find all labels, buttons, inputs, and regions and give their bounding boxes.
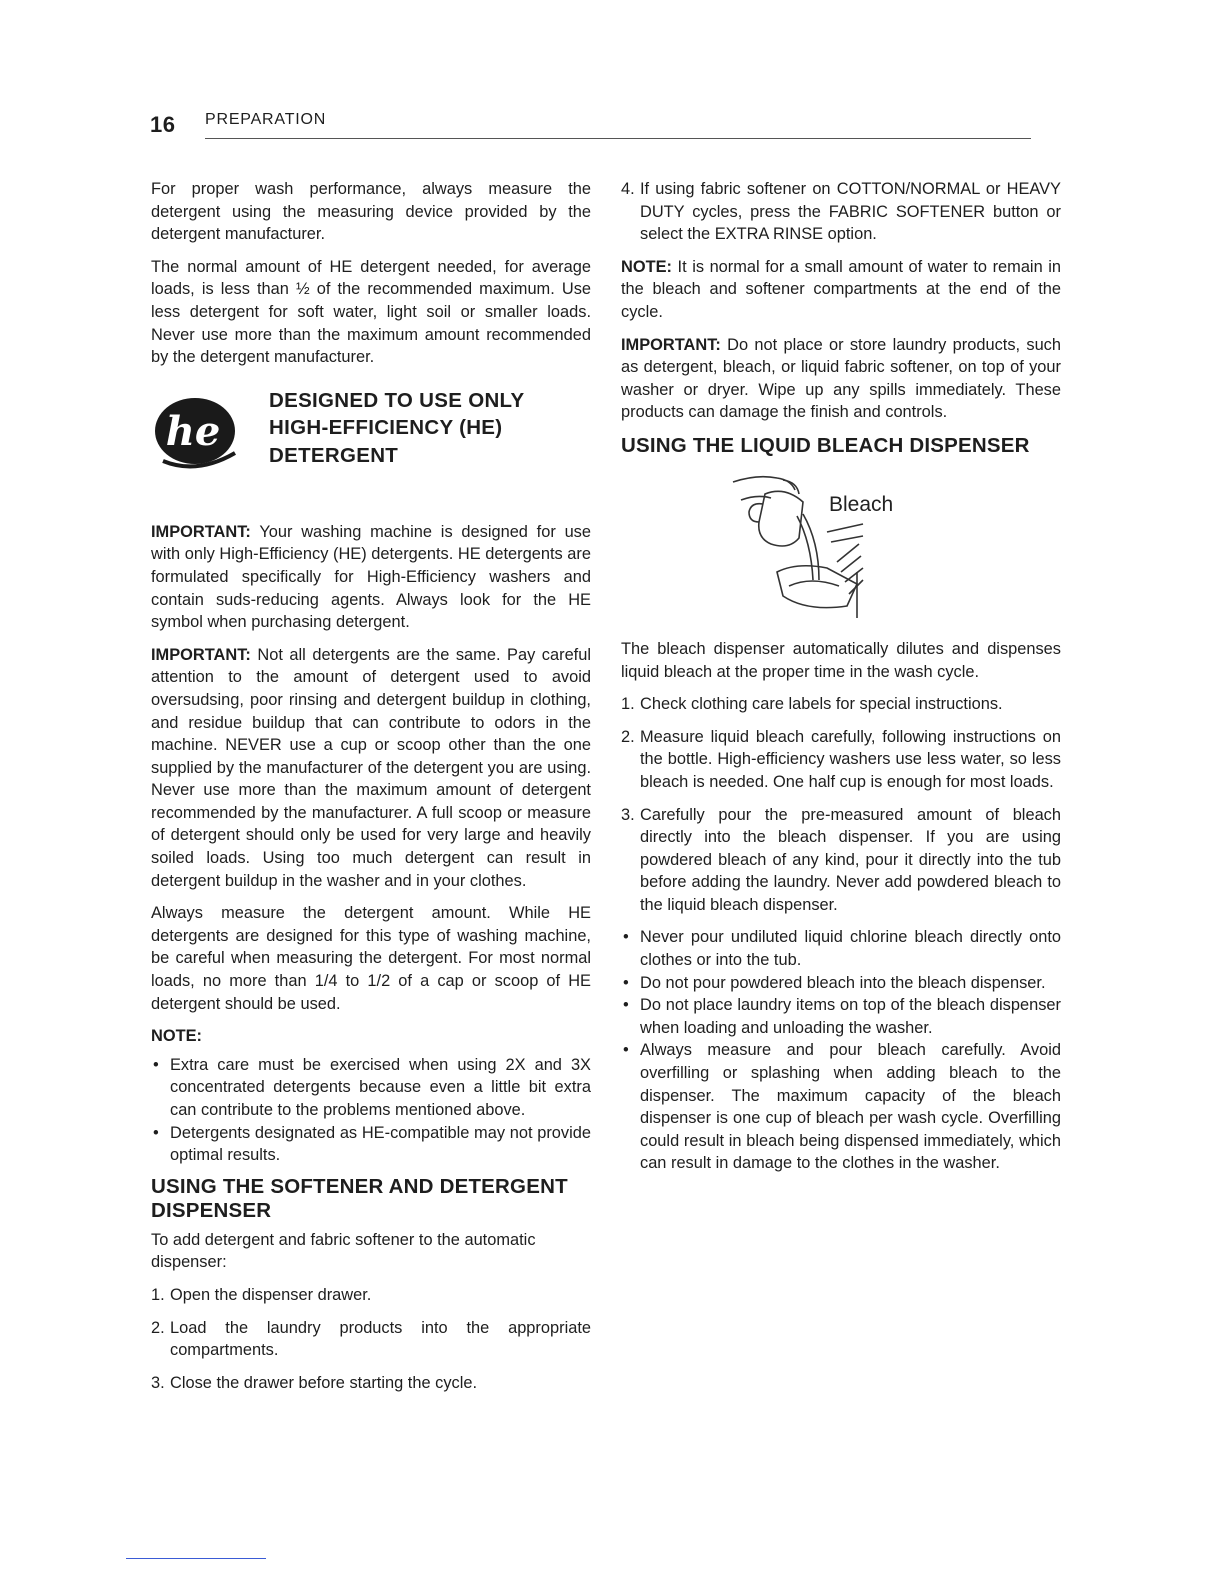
page-header — [150, 108, 1031, 140]
softener-intro: To add detergent and fabric softener to the automatic dispenser: — [151, 1230, 536, 1272]
he-title-line-2: HIGH-EFFICIENCY (HE) — [269, 416, 503, 440]
list-item: 1. Check clothing care labels for special instructions. — [621, 695, 1003, 714]
important-label: IMPORTANT: — [151, 522, 251, 541]
list-item: • Do not pour powdered bleach into the bleach dispenser. — [621, 972, 1061, 995]
always-measure-paragraph: Always measure the detergent amount. While HE detergents are designed for this type of washing machine, be careful when measuring the detergent. For most normal loads, no more than 1/4 to 1/2 of a cap or scoop of HE detergent should be used. — [151, 904, 591, 1013]
important-storage-text: Do not place or store laundry products, such as detergent, bleach, or liquid fabric softener, on top of your washer or dryer. Wipe up any spills immediately. These products can damage the finish and controls. — [621, 335, 1061, 422]
bleach-illustration — [621, 472, 1061, 622]
list-item: 3. Carefully pour the pre-measured amount of bleach directly into the bleach dispenser. If you are using powdered bleach of any kind, pour it directly into the tub before adding the laundry. Never add powdered bleach to the liquid bleach dispenser. — [621, 805, 1061, 914]
detergent-amount-paragraph: The normal amount of HE detergent needed, for average loads, is less than ½ of the recommended maximum. Use less detergent for soft water, light soil or smaller loads. Never use more than the maximum amount recommended by the detergent manufacturer. — [151, 257, 591, 367]
page-number: 16 — [150, 112, 176, 137]
important-detergents-text: Not all detergents are the same. Pay careful attention to the amount of detergent used to avoid oversudsing, poor rinsing and detergent buildup in clothing, and residue buildup that can contribute to odors in the machine. NEVER use a cup or scoop other than the one supplied by the manufacturer of the detergent you are using. Never use more than the maximum amount of detergent recommended by the manufacturer. A full scoop or measure of detergent should only be used for very large and heavily soiled loads. Using too much detergent can result in detergent buildup in the washer and in your clothes. — [151, 645, 591, 890]
note-label: NOTE: — [621, 257, 672, 276]
important-he-paragraph — [151, 521, 591, 634]
important-label: IMPORTANT: — [151, 645, 251, 664]
he-title-line-3: DETERGENT — [269, 443, 399, 467]
note-label: NOTE: — [151, 1027, 202, 1046]
bleach-steps-list — [621, 693, 1061, 916]
header-rule — [205, 138, 1031, 139]
softener-steps-list — [151, 1284, 591, 1394]
intro-paragraph: For proper wash performance, always measure the detergent using the measuring device provided by the detergent manufacturer. — [151, 180, 591, 244]
list-item: • Detergents designated as HE-compatible may not provide optimal results. — [151, 1122, 591, 1167]
list-item: 1. Open the dispenser drawer. — [151, 1285, 372, 1304]
he-title-line-1: DESIGNED TO USE ONLY — [269, 388, 525, 412]
list-item: • Always measure and pour bleach carefully. Avoid overfilling or splashing when adding bleach to the dispenser. The maximum capacity of the bleach dispenser is one cup of bleach per wash cycle. Overfilling could result in bleach being dispensed immediately, which can result in damage to the clothes in the washer. — [621, 1039, 1061, 1175]
list-item: 4. If using fabric softener on COTTON/NORMAL or HEAVY DUTY cycles, press the FABRIC SOFTENER button or select the EXTRA RINSE option. — [621, 180, 1061, 244]
softener-steps-continued — [621, 178, 1061, 246]
bleach-bullet-list — [621, 926, 1061, 1175]
list-item: 2. Measure liquid bleach carefully, following instructions on the bottle. High-efficiency washers use less water, so less bleach is needed. One half cup is enough for most loads. — [621, 727, 1061, 791]
important-label: IMPORTANT: — [621, 335, 721, 354]
bleach-section-heading: USING THE LIQUID BLEACH DISPENSER — [621, 433, 1030, 457]
list-item: 3. Close the drawer before starting the cycle. — [151, 1373, 478, 1392]
bleach-intro-paragraph: The bleach dispenser automatically dilutes and dispenses liquid bleach at the proper time in the wash cycle. — [621, 639, 1061, 681]
list-item: • Extra care must be exercised when using 2X and 3X concentrated detergents because even a little bit extra can contribute to the problems mentioned above. — [151, 1054, 591, 1122]
he-logo-text: he — [165, 407, 221, 455]
note-text: It is normal for a small amount of water to remain in the bleach and softener compartments at the end of the cycle. — [621, 257, 1061, 321]
he-logo-icon — [151, 395, 245, 477]
note-paragraph — [621, 256, 1061, 324]
list-item: 2. Load the laundry products into the appropriate compartments. — [151, 1318, 591, 1360]
important-storage-paragraph — [621, 334, 1061, 424]
list-item: • Never pour undiluted liquid chlorine bleach directly onto clothes or into the tub. — [621, 926, 1061, 971]
footer-link-underline — [126, 1558, 266, 1559]
important-he-text: Your washing machine is designed for use with only High-Efficiency (HE) detergents. HE detergents are formulated specifically for High-Efficiency washers and contain suds-reducing agents. Always look for the HE symbol when purchasing detergent. — [151, 522, 591, 632]
list-item: • Do not place laundry items on top of the bleach dispenser when loading and unloading the washer. — [621, 994, 1061, 1039]
he-callout-title — [269, 387, 524, 470]
important-detergents-paragraph — [151, 644, 591, 893]
bleach-callout-label: Bleach — [829, 492, 894, 516]
he-detergent-callout — [151, 383, 591, 501]
left-column — [151, 178, 591, 1404]
softener-section-heading: USING THE SOFTENER AND DETERGENT DISPENSER — [151, 1174, 568, 1222]
note-bullet-list — [151, 1054, 591, 1167]
section-title: PREPARATION — [205, 111, 327, 128]
right-column — [621, 178, 1061, 1183]
